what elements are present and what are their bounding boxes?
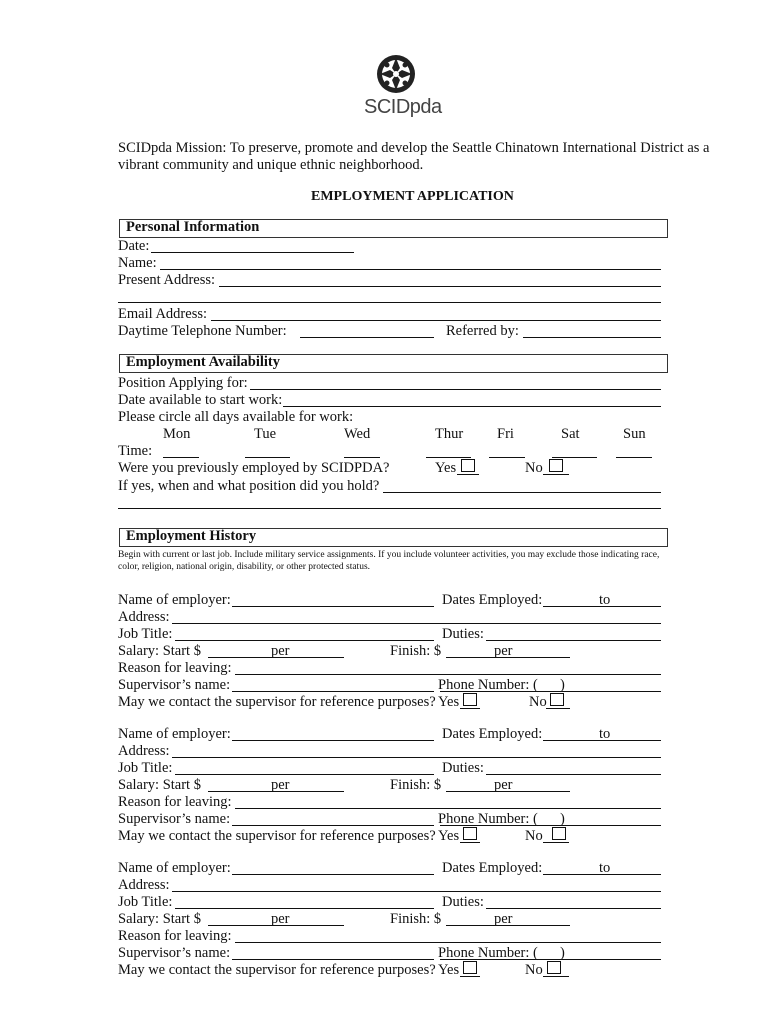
name-label: Name:	[118, 255, 157, 271]
duties-field[interactable]	[486, 908, 661, 909]
contact-no-label: No	[529, 694, 547, 710]
time-field-thur[interactable]	[426, 457, 471, 458]
job-title-label: Job Title:	[118, 626, 173, 642]
supervisor-field[interactable]	[232, 691, 434, 692]
duties-label: Duties:	[442, 894, 484, 910]
duties-label: Duties:	[442, 760, 484, 776]
phone-close-paren: )	[560, 811, 565, 827]
supervisor-label: Supervisor’s name:	[118, 677, 231, 693]
employer-name-field[interactable]	[232, 606, 434, 607]
contact-yes-label: Yes	[438, 828, 460, 844]
time-field-fri[interactable]	[489, 457, 525, 458]
reason-field[interactable]	[235, 942, 661, 943]
supervisor-phone-field[interactable]	[440, 959, 661, 960]
reason-label: Reason for leaving:	[118, 660, 232, 676]
job-title-label: Job Title:	[118, 894, 173, 910]
day-thur[interactable]: Thur	[435, 426, 464, 442]
previously-employed-yes-checkbox[interactable]	[461, 459, 475, 472]
previously-employed-no-label: No	[525, 460, 543, 476]
time-field-sun[interactable]	[616, 457, 652, 458]
duties-field[interactable]	[486, 640, 661, 641]
contact-no-underline	[546, 708, 570, 709]
finish-label: Finish: $	[390, 777, 442, 793]
employer-address-label: Address:	[118, 743, 170, 759]
time-label: Time:	[118, 443, 153, 459]
day-wed[interactable]: Wed	[344, 426, 371, 442]
job-title-field[interactable]	[175, 640, 434, 641]
reason-field[interactable]	[235, 808, 661, 809]
contact-yes-checkbox[interactable]	[463, 827, 477, 840]
salary-per-label: per	[271, 911, 290, 927]
employer-address-label: Address:	[118, 609, 170, 625]
contact-no-checkbox[interactable]	[552, 827, 566, 840]
yes-underline	[457, 474, 479, 475]
contact-yes-checkbox[interactable]	[463, 961, 477, 974]
salary-start-label: Salary: Start $	[118, 777, 201, 793]
availability-heading: Employment Availability	[126, 354, 281, 370]
email-label: Email Address:	[118, 306, 208, 322]
referred-label: Referred by:	[446, 323, 519, 339]
contact-no-checkbox[interactable]	[550, 693, 564, 706]
email-field[interactable]	[211, 320, 661, 321]
contact-no-underline	[543, 842, 569, 843]
employer-address-field[interactable]	[172, 757, 661, 758]
day-mon[interactable]: Mon	[163, 426, 191, 442]
phone-close-paren: )	[560, 677, 565, 693]
time-field-sat[interactable]	[552, 457, 597, 458]
position-field[interactable]	[250, 389, 661, 390]
personal-info-heading: Personal Information	[126, 219, 260, 235]
supervisor-phone-label: Phone Number: (	[438, 677, 538, 693]
employer-name-label: Name of employer:	[118, 592, 231, 608]
previously-employed-no-checkbox[interactable]	[549, 459, 563, 472]
employer-name-field[interactable]	[232, 874, 434, 875]
mission-line-2: vibrant community and unique ethnic neighborhood.	[118, 157, 424, 173]
supervisor-label: Supervisor’s name:	[118, 811, 231, 827]
employer-name-label: Name of employer:	[118, 726, 231, 742]
salary-start-label: Salary: Start $	[118, 643, 201, 659]
address-field[interactable]	[219, 286, 661, 287]
dates-employed-label: Dates Employed:	[442, 726, 543, 742]
employer-address-field[interactable]	[172, 891, 661, 892]
finish-per-label: per	[494, 643, 513, 659]
contact-yes-underline	[460, 842, 480, 843]
phone-label: Daytime Telephone Number:	[118, 323, 287, 339]
contact-question: May we contact the supervisor for reference purposes?	[118, 962, 436, 978]
supervisor-field[interactable]	[232, 825, 434, 826]
address-label: Present Address:	[118, 272, 216, 288]
circle-days-label: Please circle all days available for work:	[118, 409, 354, 425]
previously-employed-yes-label: Yes	[435, 460, 457, 476]
dates-employed-label: Dates Employed:	[442, 592, 543, 608]
time-field-wed[interactable]	[344, 457, 380, 458]
scidpda-logo	[364, 52, 442, 122]
contact-no-checkbox[interactable]	[547, 961, 561, 974]
day-tue[interactable]: Tue	[254, 426, 277, 442]
job-title-field[interactable]	[175, 774, 434, 775]
phone-close-paren: )	[560, 945, 565, 961]
employer-address-field[interactable]	[172, 623, 661, 624]
dates-to-label: to	[599, 592, 611, 608]
job-title-label: Job Title:	[118, 760, 173, 776]
finish-label: Finish: $	[390, 643, 442, 659]
name-field[interactable]	[160, 269, 661, 270]
reason-label: Reason for leaving:	[118, 794, 232, 810]
logo-emblem-icon	[374, 52, 418, 96]
phone-field[interactable]	[300, 337, 434, 338]
supervisor-phone-label: Phone Number: (	[438, 945, 538, 961]
supervisor-phone-label: Phone Number: (	[438, 811, 538, 827]
contact-no-label: No	[525, 962, 543, 978]
day-sat[interactable]: Sat	[561, 426, 580, 442]
day-fri[interactable]: Fri	[497, 426, 514, 442]
supervisor-label: Supervisor’s name:	[118, 945, 231, 961]
previous-position-field[interactable]	[383, 492, 661, 493]
employer-name-label: Name of employer:	[118, 860, 231, 876]
reason-field[interactable]	[235, 674, 661, 675]
day-sun[interactable]: Sun	[623, 426, 646, 442]
employer-name-field[interactable]	[232, 740, 434, 741]
supervisor-field[interactable]	[232, 959, 434, 960]
contact-yes-underline	[460, 976, 480, 977]
history-note: Begin with current or last job. Include military service assignments. If you include volunteer activities, you may exclude those indicating race, color, religion, national origin, disability, or other protected status.	[118, 550, 660, 572]
supervisor-phone-field[interactable]	[440, 825, 661, 826]
dates-to-label: to	[599, 726, 611, 742]
previous-position-field-line-2[interactable]	[118, 508, 661, 509]
reason-label: Reason for leaving:	[118, 928, 232, 944]
duties-field[interactable]	[486, 774, 661, 775]
start-date-field[interactable]	[283, 406, 661, 407]
salary-per-label: per	[271, 643, 290, 659]
referred-field[interactable]	[523, 337, 661, 338]
dates-employed-label: Dates Employed:	[442, 860, 543, 876]
position-label: Position Applying for:	[118, 375, 248, 391]
contact-no-underline	[543, 976, 569, 977]
previously-employed-question: Were you previously employed by SCIDPDA?	[118, 460, 390, 476]
salary-per-label: per	[271, 777, 290, 793]
mission-line-1: SCIDpda Mission: To preserve, promote and develop the Seattle Chinatown International District as a	[118, 140, 710, 156]
finish-label: Finish: $	[390, 911, 442, 927]
finish-per-label: per	[494, 777, 513, 793]
contact-question: May we contact the supervisor for reference purposes?	[118, 694, 436, 710]
contact-question: May we contact the supervisor for reference purposes?	[118, 828, 436, 844]
no-underline	[543, 474, 569, 475]
previous-position-label: If yes, when and what position did you hold?	[118, 478, 380, 494]
contact-yes-underline	[460, 708, 480, 709]
contact-yes-checkbox[interactable]	[463, 693, 477, 706]
contact-no-label: No	[525, 828, 543, 844]
logo-text: SCIDpda	[364, 96, 442, 118]
start-date-label: Date available to start work:	[118, 392, 283, 408]
date-field[interactable]	[151, 252, 354, 253]
employer-address-label: Address:	[118, 877, 170, 893]
time-field-mon[interactable]	[163, 457, 199, 458]
job-title-field[interactable]	[175, 908, 434, 909]
supervisor-phone-field[interactable]	[440, 691, 661, 692]
finish-per-label: per	[494, 911, 513, 927]
salary-start-label: Salary: Start $	[118, 911, 201, 927]
history-heading: Employment History	[126, 528, 257, 544]
address-field-line-2[interactable]	[118, 302, 661, 303]
duties-label: Duties:	[442, 626, 484, 642]
contact-yes-label: Yes	[438, 962, 460, 978]
contact-yes-label: Yes	[438, 694, 460, 710]
dates-to-label: to	[599, 860, 611, 876]
date-label: Date:	[118, 238, 150, 254]
time-field-tue[interactable]	[245, 457, 290, 458]
page-title: EMPLOYMENT APPLICATION	[311, 189, 514, 204]
